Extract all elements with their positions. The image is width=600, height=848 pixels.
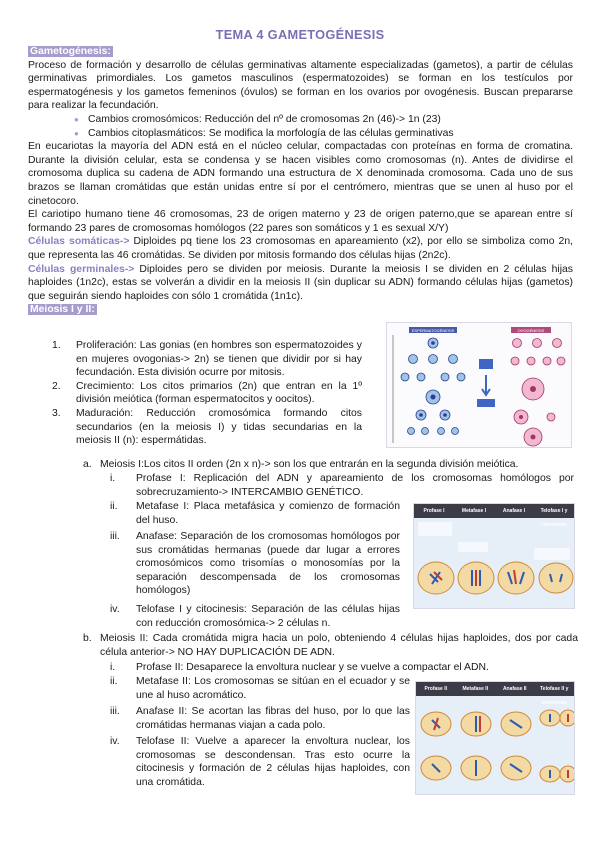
meiosis-1-item: a. Meiosis I:Los citos II orden (2n x n)-> son los que entrarán en la segunda división meiótica. xyxy=(83,459,519,470)
paragraph-eucariotas: En eucariotas la mayoría del ADN está en el núcleo celular, compactadas con proteínas en forma de cromatina. Durante la división celular, esta se condensa y se hacen visibles como cromosomas (n). Antes de dividirse el cromosoma duplica su cadena de ADN formando una estructura de X denominada cromosoma. Cada uno de sus brazos se llaman cromátidas que están unidas entre sí por el centrómero, mientras que se unen al huso por el cinetocoro. xyxy=(28,141,573,207)
list-item: 2. Crecimiento: Los citos primarios (2n) que entran en la 1º división meiótica (forman espermatocitos y oocitos). xyxy=(52,380,362,406)
meiosis-1-step: iii. Anafase: Separación de los cromosomas homólogos por sus cromátidas hermanas (puede dar lugar a errores cromosómicos como trisomías o monosomías por la separación descompensada de los cromosomas homólogos) xyxy=(110,531,400,597)
phase-list xyxy=(52,339,362,448)
term-germinales: Células germinales-> xyxy=(28,263,135,275)
list-item: 1. Proliferación: Las gonias (en hombres son espermatozoides y en mujeres ovogonias-> 2n) se tienen que dividir por si hay fecundación. Esta división ocurre por mitosis. xyxy=(52,340,362,379)
meiosis-1-diagram xyxy=(414,518,575,609)
list-item: ● Cambios cromosómicos: Reducción del nº de cromosomas 2n (46)-> 1n (23) xyxy=(74,113,573,127)
meiosis-2-step: i. Profase II: Desaparece la envoltura nuclear y se vuelve a compactar el ADN. xyxy=(110,662,489,673)
meiosis-2-diagram xyxy=(416,696,575,795)
page-title: TEMA 4 GAMETOGÉNESIS xyxy=(215,27,385,42)
gametogenesis-section xyxy=(28,45,573,317)
meiosis-2-item: b. Meiosis II: Cada cromátida migra hacia un polo, obteniendo 4 células hijas haploides, dos por cada célula anterior-> NO HAY DUPLICACIÓN DE ADN. xyxy=(83,633,578,658)
meiosis-1-step: iv. Telofase I y citocinesis: Separación de las células hijas con reducción cromosómica-> 2 células n. xyxy=(110,604,400,629)
meiosis-2-step: iv. Telofase II: Vuelve a aparecer la envoltura nuclear, los cromosomas se descondensan. Tras esto ocurre la citocinesis y formación de 2 células hijas haploides, con una cromátida. xyxy=(110,736,410,788)
meiosis-2-figure xyxy=(415,681,575,795)
svg-text:OVOGÉNESIS: OVOGÉNESIS xyxy=(517,328,545,333)
paragraph-germinales xyxy=(28,263,573,304)
meiosis-1-stage-header: Profase I Metafase I Anafase I Telofase I y citocinesis xyxy=(414,504,574,518)
meiosis-1-step: i. Profase I: Replicación del ADN y apareamiento de los cromosomas homólogos por sobrecruzamiento-> INTERCAMBIO GENÉTICO. xyxy=(110,473,574,498)
germinales-text: Diploides pero se dividen por meiosis. Durante la meiosis I se dividen en 2 células hijas haploides (1n2c), estas se volverán a dividir en la meiosis II (sin duplicar su ADN) formando células hijas (gametos) que seguirán siendo haploides con sólo 1 cromátida (1n1c). xyxy=(28,263,573,302)
change-list xyxy=(74,113,573,140)
meiosis-2-step: ii. Metafase II: Los cromosomas se sitúan en el ecuador y se une al huso acromático. xyxy=(110,676,410,701)
meiosis-2-step: iii. Anafase II: Se acortan las fibras del huso, por lo que las cromátidas hermanas viajan a cada polo. xyxy=(110,706,410,731)
gametogenesis-intro: Proceso de formación y desarrollo de células germinativas altamente especializadas (gametos), a partir de células germinativas primordiales. Los gametos masculinos (espermatozoides) se forman en los testículos por espermatogénesis y los gametos femeninos (óvulos) se forman en los ovarios por ovogénesis. Buscan prepararse para realizar la fecundación. xyxy=(28,59,573,112)
paragraph-cariotipo: El cariotipo humano tiene 46 cromosomas, 23 de origen materno y 23 de origen paterno,que se aparean entre sí formando 23 pares de cromosomas homólogos (22 pares son somáticos y 1 es sexual X/Y) xyxy=(28,209,573,234)
paragraph-somaticas xyxy=(28,235,573,262)
meiosis-1-step: ii. Metafase I: Placa metafásica y comienzo de formación del huso. xyxy=(110,501,400,526)
somaticas-text: Diploides pq tiene los 23 cromosomas en apareamiento (x2), por ello se simboliza como 2n, que representa las 46 cromátidas. Se dividen por mitosis formando dos células hijas (2n2c). xyxy=(28,236,574,261)
svg-text:ESPERMATOGÉNESIS: ESPERMATOGÉNESIS xyxy=(411,328,455,333)
term-somaticas: Células somáticas-> xyxy=(28,236,130,248)
list-item: ● Cambios citoplasmáticos: Se modifica la morfología de las células germinativas xyxy=(74,127,573,141)
section-heading-gametogenesis: Gametogénesis: xyxy=(30,46,111,57)
section-heading-meiosis: Meiosis I y II: xyxy=(30,304,95,316)
gametogenesis-diagram xyxy=(387,323,572,448)
meiosis-1-figure xyxy=(413,503,575,609)
gametogenesis-figure xyxy=(386,322,572,448)
meiosis-2-stage-header: Profase II Metafase II Anafase II Telofase II y citocinesis xyxy=(416,682,574,696)
list-item: 3. Maduración: Reducción cromosómica formando citos secundarios (en la meiosis I) y tidas secundarias en la meiosis II (n): espermátidas. xyxy=(52,407,362,447)
